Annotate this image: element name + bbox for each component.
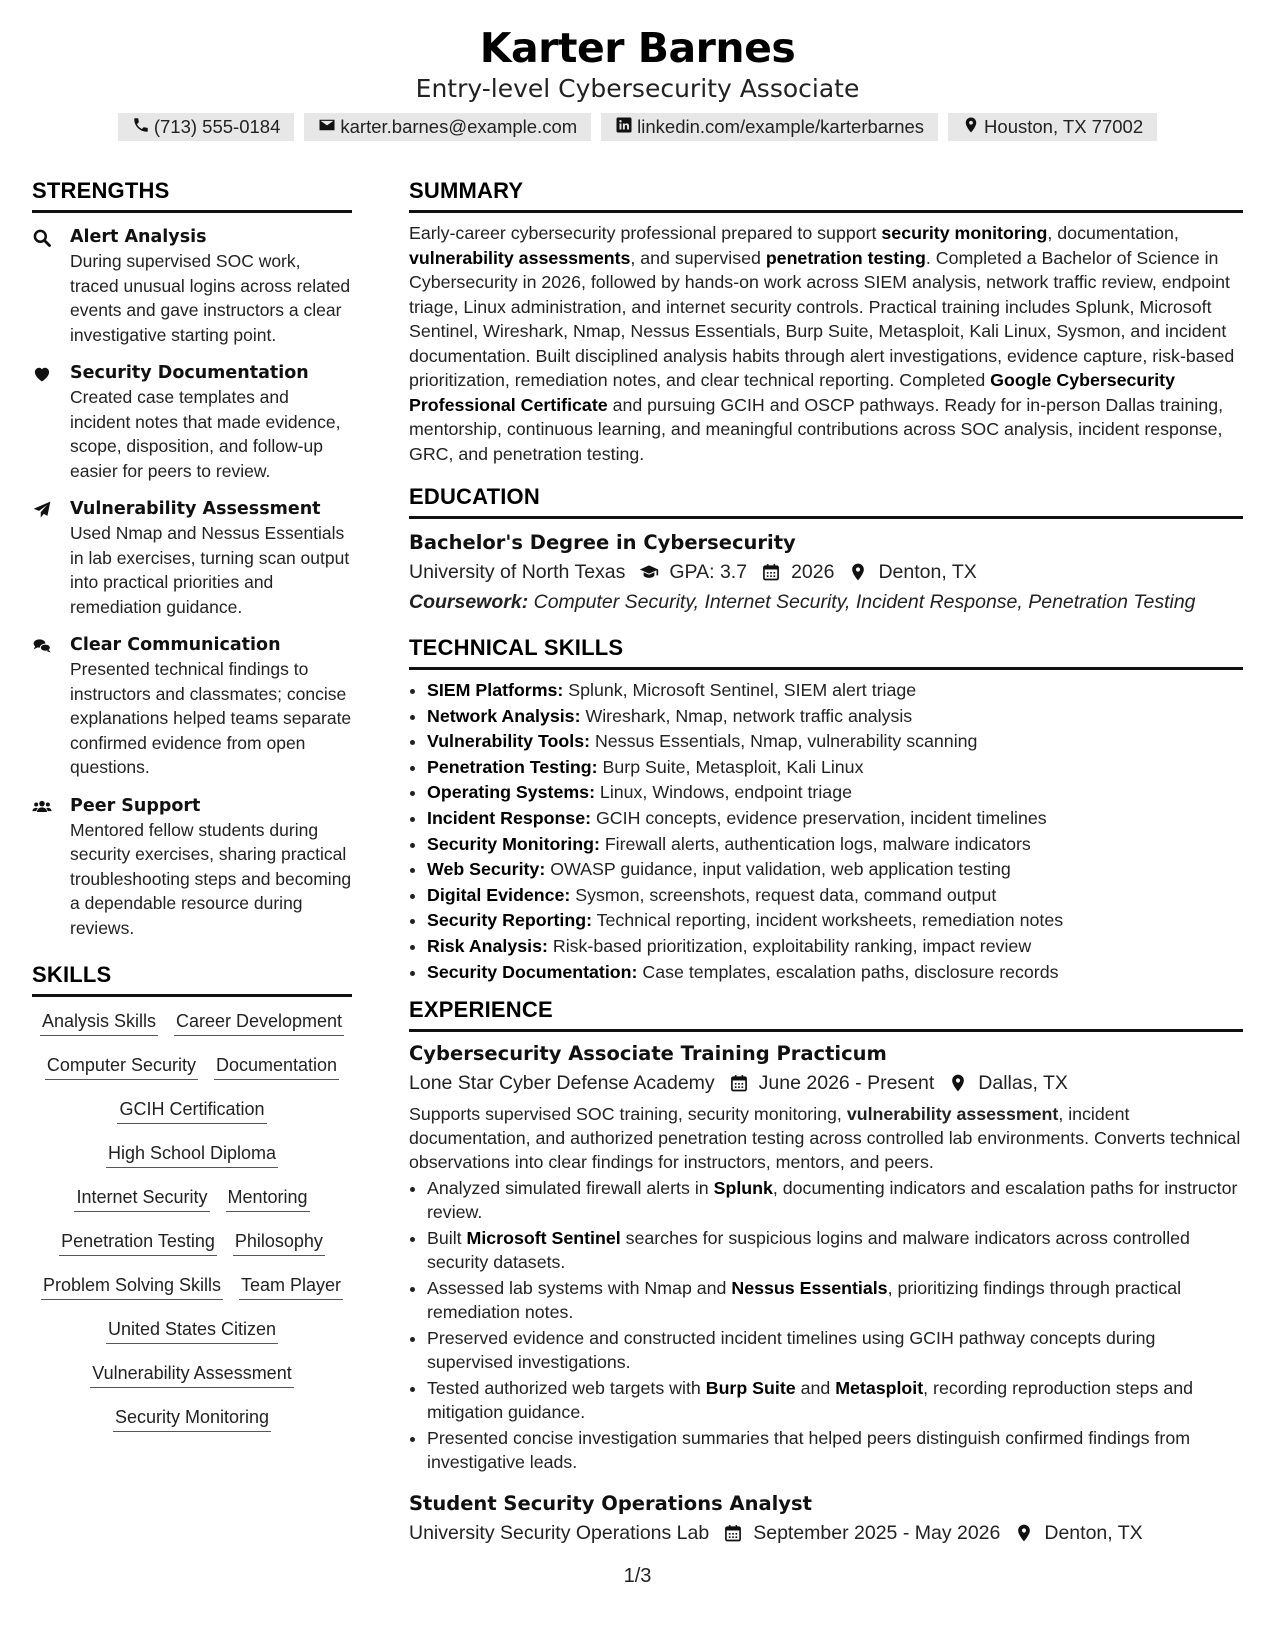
job-location: Dallas, TX xyxy=(978,1072,1068,1095)
job-title: Cybersecurity Associate Training Practicum xyxy=(409,1042,887,1066)
location-pin-icon xyxy=(848,562,868,582)
job-dates: September 2025 - May 2026 xyxy=(753,1522,1001,1545)
job-location: Denton, TX xyxy=(1044,1522,1143,1545)
strength-title: Alert Analysis xyxy=(70,227,207,247)
location-pin-icon xyxy=(1014,1523,1034,1543)
experience-heading: EXPERIENCE xyxy=(409,997,1243,1032)
technical-skill-item: • Risk Analysis: Risk-based prioritization, exploitability ranking, impact review xyxy=(427,934,1243,960)
strength-title: Vulnerability Assessment xyxy=(70,499,321,519)
technical-skill-item: • Digital Evidence: Sysmon, screenshots, request data, command output xyxy=(427,883,1243,909)
users-icon xyxy=(32,794,70,941)
gpa: GPA: 3.7 xyxy=(669,561,748,583)
skill-tag: Problem Solving Skills xyxy=(41,1273,223,1300)
page-number: 1/3 xyxy=(623,1565,652,1587)
contact-linkedin[interactable] xyxy=(601,113,938,141)
skill-tag: Vulnerability Assessment xyxy=(90,1361,293,1388)
job-org: Lone Star Cyber Defense Academy xyxy=(409,1072,715,1095)
summary-heading: SUMMARY xyxy=(409,178,1243,213)
contact-email-text: karter.barnes@example.com xyxy=(340,116,578,137)
technical-skills-heading: TECHNICAL SKILLS xyxy=(409,635,1243,670)
strength-desc: Used Nmap and Nessus Essentials in lab exercises, turning scan output into practical priorities and remediation guidance. xyxy=(70,523,350,617)
right-column xyxy=(409,178,1243,1548)
technical-skill-item: • Security Documentation: Case templates, escalation paths, disclosure records xyxy=(427,960,1243,986)
strength-item xyxy=(32,361,352,483)
skill-tag: Analysis Skills xyxy=(40,1009,158,1036)
heart-icon xyxy=(32,361,70,483)
contact-email[interactable] xyxy=(304,113,591,141)
skill-tag: United States Citizen xyxy=(106,1317,278,1344)
contact-phone-text: (713) 555-0184 xyxy=(153,116,281,137)
job-description: Supports supervised SOC training, security monitoring, vulnerability assessment, incident documentation, and authorized penetration testing across controlled lab environments. Converts technical observations into clear findings for instructors, mentors, and peers. xyxy=(409,1104,1241,1173)
skill-tag: Mentoring xyxy=(226,1185,310,1212)
strength-item xyxy=(32,497,352,619)
skill-tag: High School Diploma xyxy=(106,1141,278,1168)
skill-tag: GCIH Certification xyxy=(117,1097,266,1124)
technical-skill-item: • Incident Response: GCIH concepts, evidence preservation, incident timelines xyxy=(427,806,1243,832)
strength-item xyxy=(32,225,352,347)
location-pin-icon xyxy=(948,1073,968,1093)
technical-skill-item: • Security Monitoring: Firewall alerts, authentication logs, malware indicators xyxy=(427,832,1243,858)
skill-tag: Internet Security xyxy=(74,1185,209,1212)
technical-skill-item: • Vulnerability Tools: Nessus Essentials, Nmap, vulnerability scanning xyxy=(427,729,1243,755)
contact-bar xyxy=(0,113,1275,141)
job-org: University Security Operations Lab xyxy=(409,1522,710,1545)
skill-tag: Philosophy xyxy=(233,1229,325,1256)
education-meta xyxy=(409,557,1243,587)
coursework xyxy=(409,587,1243,617)
job-bullet: • Assessed lab systems with Nmap and Nessus Essentials, prioritizing findings through practical remediation notes. xyxy=(427,1276,1243,1324)
strength-desc: During supervised SOC work, traced unusual logins across related events and gave instructors a clear investigative starting point. xyxy=(70,251,351,345)
strengths-list xyxy=(32,225,352,940)
job-bullet: • Analyzed simulated firewall alerts in Splunk, documenting indicators and escalation paths for instructor review. xyxy=(427,1176,1243,1224)
job-meta xyxy=(409,1068,1243,1098)
summary-text: Early-career cybersecurity professional prepared to support security monitoring, documentation, vulnerability assessments, and supervised penetration testing. Completed a Bachelor of Science in Cybersecurity in 2026, followed by hands-on work across SIEM analysis, network traffic review, endpoint triage, Linux administration, and internet security controls. Practical training includes Splunk, Microsoft Sentinel, Wireshark, Nmap, Nessus Essentials, Burp Suite, Metasploit, Kali Linux, Sysmon, and incident documentation. Built disciplined analysis habits through alert investigations, evidence capture, risk-based prioritization, remediation notes, and clear technical reporting. Completed Google Cybersecurity Professional Certificate and pursuing GCIH and OSCP pathways. Ready for in-person Dallas training, mentorship, continuous learning, and meaningful contributions across SOC analysis, incident response, GRC, and penetration testing. xyxy=(409,223,1235,464)
chat-bubbles-icon xyxy=(32,633,70,780)
strength-desc: Presented technical findings to instructors and classmates; concise explanations helped teams separate confirmed evidence from open questions. xyxy=(70,659,352,777)
calendar-icon xyxy=(729,1073,749,1093)
job-bullets xyxy=(409,1176,1243,1474)
job-bullet: • Tested authorized web targets with Burp Suite and Metasploit, recording reproduction steps and mitigation guidance. xyxy=(427,1376,1243,1424)
technical-skill-item: • Operating Systems: Linux, Windows, endpoint triage xyxy=(427,780,1243,806)
envelope-icon xyxy=(318,116,336,139)
location-pin-icon xyxy=(962,116,980,139)
skills-list xyxy=(32,1009,352,1432)
graduation-cap-icon xyxy=(639,562,659,582)
candidate-name: Karter Barnes xyxy=(479,24,796,72)
strength-desc: Mentored fellow students during security exercises, sharing practical troubleshooting steps and becoming a dependable resource during reviews. xyxy=(70,819,352,938)
education-location: Denton, TX xyxy=(878,561,977,583)
job-bullet: • Built Microsoft Sentinel searches for suspicious logins and malware indicators across controlled security datasets. xyxy=(427,1226,1243,1274)
strength-title: Clear Communication xyxy=(70,635,281,655)
skill-tag: Security Monitoring xyxy=(113,1405,271,1432)
calendar-icon xyxy=(761,562,781,582)
left-column xyxy=(32,178,352,1432)
strengths-heading: STRENGTHS xyxy=(32,178,352,213)
calendar-icon xyxy=(723,1523,743,1543)
skills-heading: SKILLS xyxy=(32,962,352,997)
contact-phone[interactable] xyxy=(118,113,295,141)
linkedin-icon xyxy=(615,116,633,139)
school-name: University of North Texas xyxy=(409,561,626,583)
technical-skill-item: • Penetration Testing: Burp Suite, Metasploit, Kali Linux xyxy=(427,755,1243,781)
coursework-label: Coursework: xyxy=(409,591,529,613)
strength-title: Peer Support xyxy=(70,795,201,816)
job-bullet: • Preserved evidence and constructed incident timelines using GCIH pathway concepts during supervised investigations. xyxy=(427,1326,1243,1374)
graduation-year: 2026 xyxy=(791,561,835,583)
job-title: Student Security Operations Analyst xyxy=(409,1492,812,1516)
contact-linkedin-text: linkedin.com/example/karterbarnes xyxy=(637,116,925,137)
skill-tag: Computer Security xyxy=(45,1053,198,1080)
technical-skill-item: • Network Analysis: Wireshark, Nmap, network traffic analysis xyxy=(427,704,1243,730)
paper-plane-icon xyxy=(32,497,70,619)
skill-tag: Career Development xyxy=(174,1009,344,1036)
phone-icon xyxy=(132,116,150,139)
contact-location xyxy=(948,113,1157,141)
skill-tag: Documentation xyxy=(214,1053,339,1080)
candidate-title: Entry-level Cybersecurity Associate xyxy=(415,74,860,103)
skill-tag: Penetration Testing xyxy=(59,1229,217,1256)
degree-title: Bachelor's Degree in Cybersecurity xyxy=(409,531,796,554)
education-heading: EDUCATION xyxy=(409,484,1243,519)
strength-item xyxy=(32,794,352,941)
job-dates: June 2026 - Present xyxy=(758,1072,935,1095)
coursework-list: Computer Security, Internet Security, Incident Response, Penetration Testing xyxy=(533,591,1196,613)
job-meta xyxy=(409,1518,1243,1548)
strength-title: Security Documentation xyxy=(70,363,309,383)
contact-location-text: Houston, TX 77002 xyxy=(984,116,1144,137)
technical-skill-item: • SIEM Platforms: Splunk, Microsoft Sentinel, SIEM alert triage xyxy=(427,678,1243,704)
skill-tag: Team Player xyxy=(239,1273,343,1300)
technical-skill-item: • Security Reporting: Technical reporting, incident worksheets, remediation notes xyxy=(427,908,1243,934)
search-icon xyxy=(32,225,70,347)
job-bullet: • Presented concise investigation summaries that helped peers distinguish confirmed findings from investigative leads. xyxy=(427,1426,1243,1474)
technical-skill-item: • Web Security: OWASP guidance, input validation, web application testing xyxy=(427,857,1243,883)
technical-skills-list xyxy=(409,678,1243,985)
strength-desc: Created case templates and incident notes that made evidence, scope, disposition, and follow-up easier for peers to review. xyxy=(70,387,341,481)
strength-item xyxy=(32,633,352,780)
